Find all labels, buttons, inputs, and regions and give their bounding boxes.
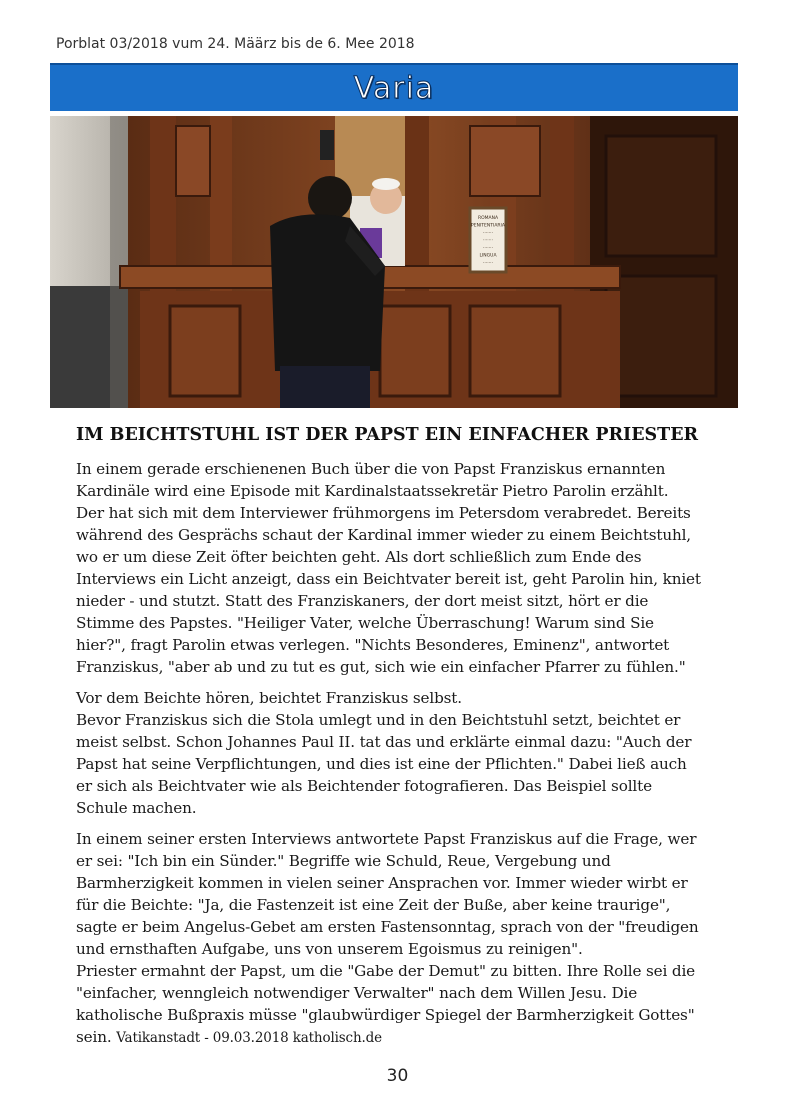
text-line: er sei: "Ich bin ein Sünder." Begriffe wie Schuld, Reue, Vergebung und	[76, 852, 611, 870]
text-line: meist selbst. Schon Johannes Paul II. tat das und erklärte einmal dazu: "Auch der	[76, 733, 692, 751]
sign-line: ROMANA	[477, 216, 499, 221]
sign-line: ·······	[482, 231, 494, 236]
section-banner	[50, 63, 738, 111]
text-line: In einem gerade erschienenen Buch über die von Papst Franziskus ernannten	[76, 460, 666, 478]
sign-line: ·······	[482, 261, 494, 266]
text-line: für die Beichte: "Ja, die Fastenzeit ist eine Zeit der Buße, aber keine traurige",	[76, 896, 671, 914]
text-line: hier?", fragt Parolin etwas verlegen. "Nichts Besonderes, Eminenz", antwortet	[76, 636, 670, 654]
text-line: Vor dem Beichte hören, beichtet Franziskus selbst.	[76, 689, 462, 707]
text-line-end: sein.	[76, 1028, 117, 1046]
text-line: "einfacher, wenngleich notwendiger Verwalter" nach dem Willen Jesu. Die	[76, 984, 638, 1002]
sign-line: ·······	[482, 246, 494, 251]
paragraph-1	[76, 458, 726, 678]
text-line: Interviews ein Licht anzeigt, dass ein Beichtvater bereit ist, geht Parolin hin, kniet	[76, 570, 701, 588]
text-line: und ernsthaften Aufgabe, uns von unserem Egoismus zu reinigen".	[76, 940, 583, 958]
text-line: er sich als Beichtvater wie als Beichtender fotografieren. Das Beispiel sollte	[76, 777, 652, 795]
text-line: Priester ermahnt der Papst, um die "Gabe der Demut" zu bitten. Ihre Rolle sei die	[76, 962, 696, 980]
text-line: Bevor Franziskus sich die Stola umlegt und in den Beichtstuhl setzt, beichtet er	[76, 711, 681, 729]
text-line: während des Gesprächs schaut der Kardinal immer wieder zu einem Beichtstuhl,	[76, 526, 691, 544]
text-line: Papst hat seine Verpflichtungen, und dies ist eine der Pflichten." Dabei ließ auch	[76, 755, 687, 773]
text-line: Schule machen.	[76, 799, 197, 817]
confessional-illustration	[50, 116, 738, 408]
page-number: 30	[386, 1066, 409, 1086]
article-body	[76, 458, 726, 1058]
text-line: Stimme des Papstes. "Heiliger Vater, welche Überraschung! Warum sind Sie	[76, 614, 654, 632]
paragraph-2	[76, 687, 726, 819]
text-line: nieder - und stutzt. Statt des Franziskaners, der dort meist sitzt, hört er die	[76, 592, 649, 610]
section-title: Varia	[353, 70, 435, 106]
text-line: In einem seiner ersten Interviews antwortete Papst Franziskus auf die Frage, wer	[76, 830, 697, 848]
paragraph-3	[76, 828, 726, 1049]
sign-line: LINGUA	[479, 253, 497, 259]
sign-line: ·······	[482, 238, 494, 244]
article-title: IM BEICHTSTUHL IST DER PAPST EIN EINFACHER PRIESTER	[76, 425, 699, 445]
text-line: Kardinäle wird eine Episode mit Kardinalstaatssekretär Pietro Parolin erzählt.	[76, 482, 669, 500]
source-attribution: Vatikanstadt - 09.03.2018 katholisch.de	[116, 1030, 382, 1046]
running-head: Porblat 03/2018 vum 24. Määrz bis de 6. Mee 2018	[56, 36, 415, 52]
text-line: katholische Bußpraxis müsse "glaubwürdiger Spiegel der Barmherzigkeit Gottes"	[76, 1006, 695, 1024]
text-line: sagte er beim Angelus-Gebet am ersten Fastensonntag, sprach von der "freudigen	[76, 918, 699, 936]
text-line: Barmherzigkeit kommen in vielen seiner Ansprachen vor. Immer wieder wirbt er	[76, 874, 688, 892]
photo-confessional	[50, 116, 738, 408]
text-line: wo er um diese Zeit öfter beichten geht. Als dort schließlich zum Ende des	[76, 548, 642, 566]
text-line: Franziskus, "aber ab und zu tut es gut, sich wie ein einfacher Pfarrer zu fühlen."	[76, 658, 686, 676]
sign-line: PENITENTIARIA	[471, 223, 505, 229]
text-line: Der hat sich mit dem Interviewer frühmorgens im Petersdom verabredet. Bereits	[76, 504, 691, 522]
lamp	[320, 130, 334, 160]
text-line	[76, 1026, 726, 1049]
